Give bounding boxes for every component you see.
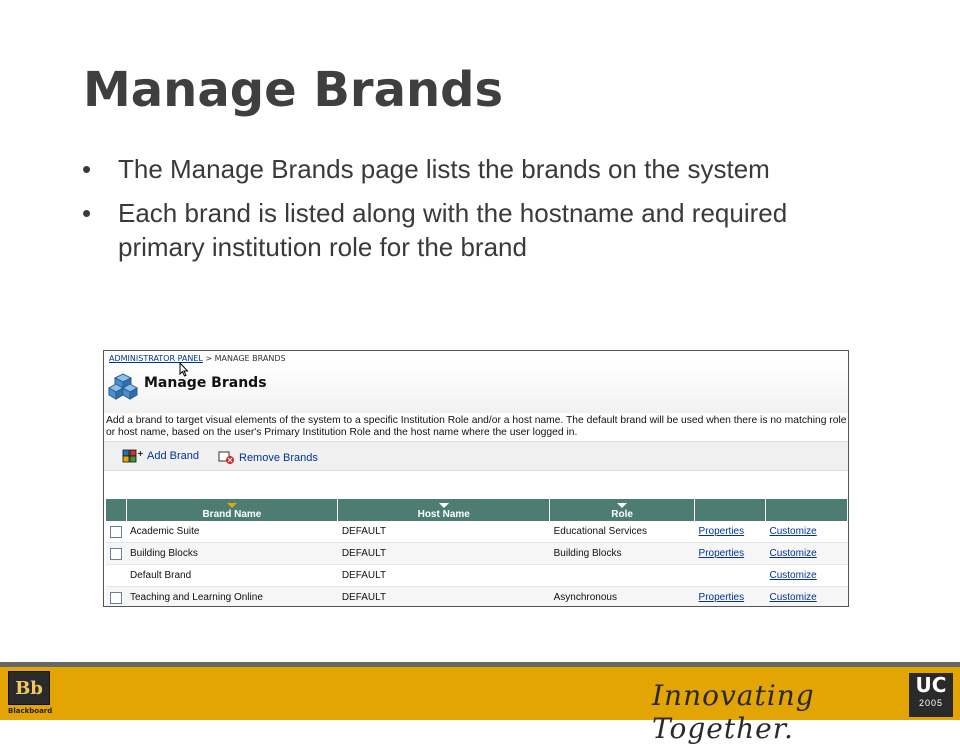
customize-link[interactable]: Customize (769, 548, 817, 559)
select-column-header (106, 499, 126, 521)
bullet-text: Each brand is listed along with the hostname and required primary institution role for the brand (118, 198, 788, 262)
column-header-host-name[interactable]: Host Name (338, 499, 550, 521)
add-brand-button[interactable] (122, 449, 199, 463)
breadcrumb-admin-panel-link[interactable]: ADMINISTRATOR PANEL (109, 354, 203, 363)
bullet-list (82, 152, 842, 274)
column-header-role[interactable]: Role (550, 499, 695, 521)
brand-name-cell: Academic Suite (126, 521, 338, 543)
properties-link[interactable]: Properties (698, 548, 745, 559)
bullet-text: The Manage Brands page lists the brands on the system (118, 154, 770, 184)
uc-logo-year: 2005 (918, 698, 944, 708)
sort-arrow-icon (617, 503, 627, 508)
footer-bar (0, 667, 960, 745)
add-brand-label: Add Brand (147, 450, 199, 462)
customize-link[interactable]: Customize (769, 526, 817, 537)
blackboard-logo (8, 671, 53, 717)
table-header-row (106, 499, 848, 521)
bb-logo-mark: Bb (8, 671, 50, 705)
customize-link[interactable]: Customize (769, 592, 817, 603)
uc-logo-text: UC (915, 673, 947, 697)
sort-active-arrow-icon (227, 503, 237, 508)
host-name-cell: DEFAULT (338, 587, 550, 608)
role-cell: Building Blocks (550, 543, 695, 565)
properties-link[interactable]: Properties (698, 526, 745, 537)
manage-brands-screenshot (103, 350, 849, 607)
add-brand-icon (122, 449, 144, 463)
brand-name-cell: Teaching and Learning Online (126, 587, 338, 608)
tagline: Innovating Together. (652, 679, 815, 745)
brands-table (106, 499, 848, 607)
breadcrumb (109, 354, 286, 363)
page-title: Manage Brands (144, 375, 267, 391)
sort-arrow-icon (439, 503, 449, 508)
row-checkbox[interactable] (110, 592, 122, 604)
role-cell (550, 565, 695, 587)
customize-link[interactable]: Customize (769, 570, 817, 581)
table-row (106, 543, 848, 565)
table-row (106, 587, 848, 608)
role-cell: Educational Services (550, 521, 695, 543)
bb-logo-caption: Blackboard (8, 707, 53, 715)
uc-2005-logo (909, 673, 953, 717)
brands-cubes-icon (108, 372, 138, 400)
row-checkbox[interactable] (110, 548, 122, 560)
action-bar (104, 441, 848, 471)
properties-link[interactable]: Properties (698, 592, 745, 603)
customize-column-header (766, 499, 848, 521)
host-name-cell: DEFAULT (338, 521, 550, 543)
remove-brands-icon (218, 451, 236, 465)
bullet-item (82, 152, 842, 186)
host-name-cell: DEFAULT (338, 543, 550, 565)
host-name-cell: DEFAULT (338, 565, 550, 587)
bullet-item (82, 196, 842, 264)
properties-column-header (695, 499, 766, 521)
bullet-dot: • (82, 198, 92, 228)
remove-brands-button[interactable] (218, 451, 318, 465)
column-header-brand-name[interactable]: Brand Name (126, 499, 338, 521)
table-row (106, 565, 848, 587)
remove-brands-label: Remove Brands (239, 452, 318, 464)
breadcrumb-current: MANAGE BRANDS (214, 354, 286, 363)
brand-name-cell: Default Brand (126, 565, 338, 587)
table-row (106, 521, 848, 543)
role-cell: Asynchronous (550, 587, 695, 608)
breadcrumb-separator: > (202, 354, 215, 363)
brand-name-cell: Building Blocks (126, 543, 338, 565)
slide-title: Manage Brands (83, 62, 504, 118)
svg-text:+: + (137, 449, 144, 458)
instructions-text: Add a brand to target visual elements of the system to a specific Institution Role and/or a host name. The default brand will be used when there is no matching role or host name, based on the user's Primary Institution Role and the host name where the user logged in. (106, 415, 847, 438)
bullet-dot: • (82, 154, 92, 184)
row-checkbox[interactable] (110, 526, 122, 538)
